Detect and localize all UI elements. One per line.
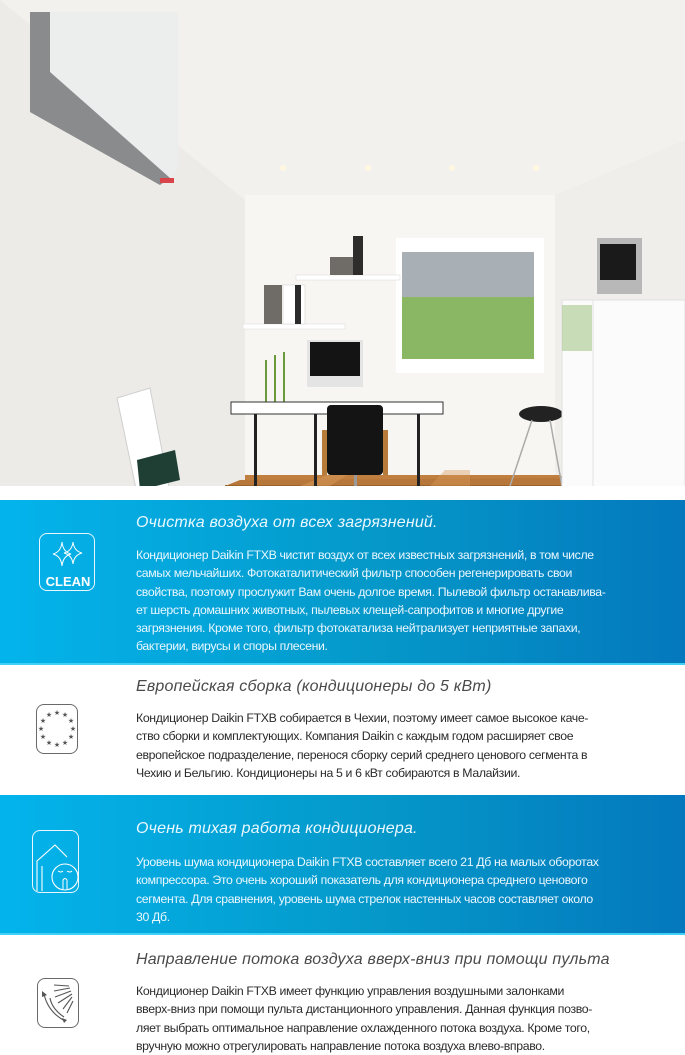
svg-text:★: ★ <box>53 709 61 717</box>
text-line: вверх-вниз при помощи пульта дистанционного управления. Данная функция позво- <box>136 1002 593 1017</box>
text-line: Кондиционер Daikin FTXB имеет функцию управления воздушными залонками <box>136 984 564 998</box>
feature-airflow-direction <box>0 935 685 1053</box>
text-line: сегмента. Для сравнения, уровень шума стрелок настенных часов составляет около <box>136 891 593 906</box>
text-line: Чехию и Бельгию. Кондиционеры на 5 и 6 кВт собираются в Малайзии. <box>136 765 521 780</box>
feature-description <box>136 709 676 782</box>
svg-text:★: ★ <box>39 733 47 741</box>
text-line: ляет выбрать оптимальное направление охлажденного потока воздуха. Кроме того, <box>136 1020 590 1035</box>
feature-title: Очистка воздуха от всех загрязнений. <box>136 514 438 531</box>
svg-text:★: ★ <box>39 717 47 725</box>
svg-text:★: ★ <box>67 717 75 725</box>
feature-european-assembly <box>0 665 685 795</box>
text-line: компрессора. Это очень хороший показатель для кондиционера среднего ценового <box>136 873 588 888</box>
svg-text:★: ★ <box>69 725 77 733</box>
svg-text:★: ★ <box>37 725 45 733</box>
feature-description <box>136 546 676 656</box>
svg-text:★: ★ <box>61 711 69 719</box>
text-line: бактерии, вирусы и споры плесени. <box>136 639 328 654</box>
text-line: европейское подразделение, перенося сборку серий среднего ценового сегмента в <box>136 747 588 762</box>
airflow-direction-icon <box>37 978 79 1028</box>
hero-room-photo <box>0 0 685 486</box>
feature-title: Европейская сборка (кондиционеры до 5 кВт) <box>136 678 492 695</box>
text-line: вручную можно отрегулировать направление потока воздуха влево-вправо. <box>136 1038 545 1053</box>
text-line: загрязнения. Кроме того, фильтр фотокатализа нейтрализует неприятные запахи, <box>136 621 581 636</box>
text-line: Кондиционер Daikin FTXB чистит воздух от всех известных загрязнений, в том числе <box>136 548 594 562</box>
eu-stars-icon <box>36 704 78 754</box>
feature-description <box>136 853 676 926</box>
feature-air-cleaning <box>0 500 685 665</box>
svg-text:★: ★ <box>53 741 61 749</box>
text-line: самых мельчайших. Фотокаталитический фильтр способен регенерировать свои <box>136 566 573 581</box>
svg-text:★: ★ <box>45 711 53 719</box>
text-line: свойства, поэтому прослужит Вам очень долгое время. Пылевой фильтр останавлива- <box>136 584 606 599</box>
text-line: Уровень шума кондиционера Daikin FTXB составляет всего 21 Дб на малых оборотах <box>136 855 599 869</box>
clean-sparkle-icon <box>39 533 95 591</box>
text-line: ство сборки и комплектующих. Компания Daikin с каждым годом расширяет свое <box>136 729 574 744</box>
feature-description <box>136 982 676 1055</box>
feature-title: Очень тихая работа кондиционера. <box>136 820 418 837</box>
text-line: ет шерсть домашних животных, пылевых клещей-сапрофитов и многие другие <box>136 602 564 617</box>
feature-quiet-operation <box>0 795 685 935</box>
svg-text:★: ★ <box>61 739 69 747</box>
feature-title: Направление потока воздуха вверх-вниз при помощи пульта <box>136 951 610 968</box>
quiet-house-icon <box>32 830 79 893</box>
svg-text:★: ★ <box>45 739 53 747</box>
text-line: 30 Дб. <box>136 909 170 924</box>
svg-text:★: ★ <box>67 733 75 741</box>
svg-text:CLEAN: CLEAN <box>45 574 91 589</box>
text-line: Кондиционер Daikin FTXB собирается в Чехии, поэтому имеет самое высокое каче- <box>136 711 589 725</box>
